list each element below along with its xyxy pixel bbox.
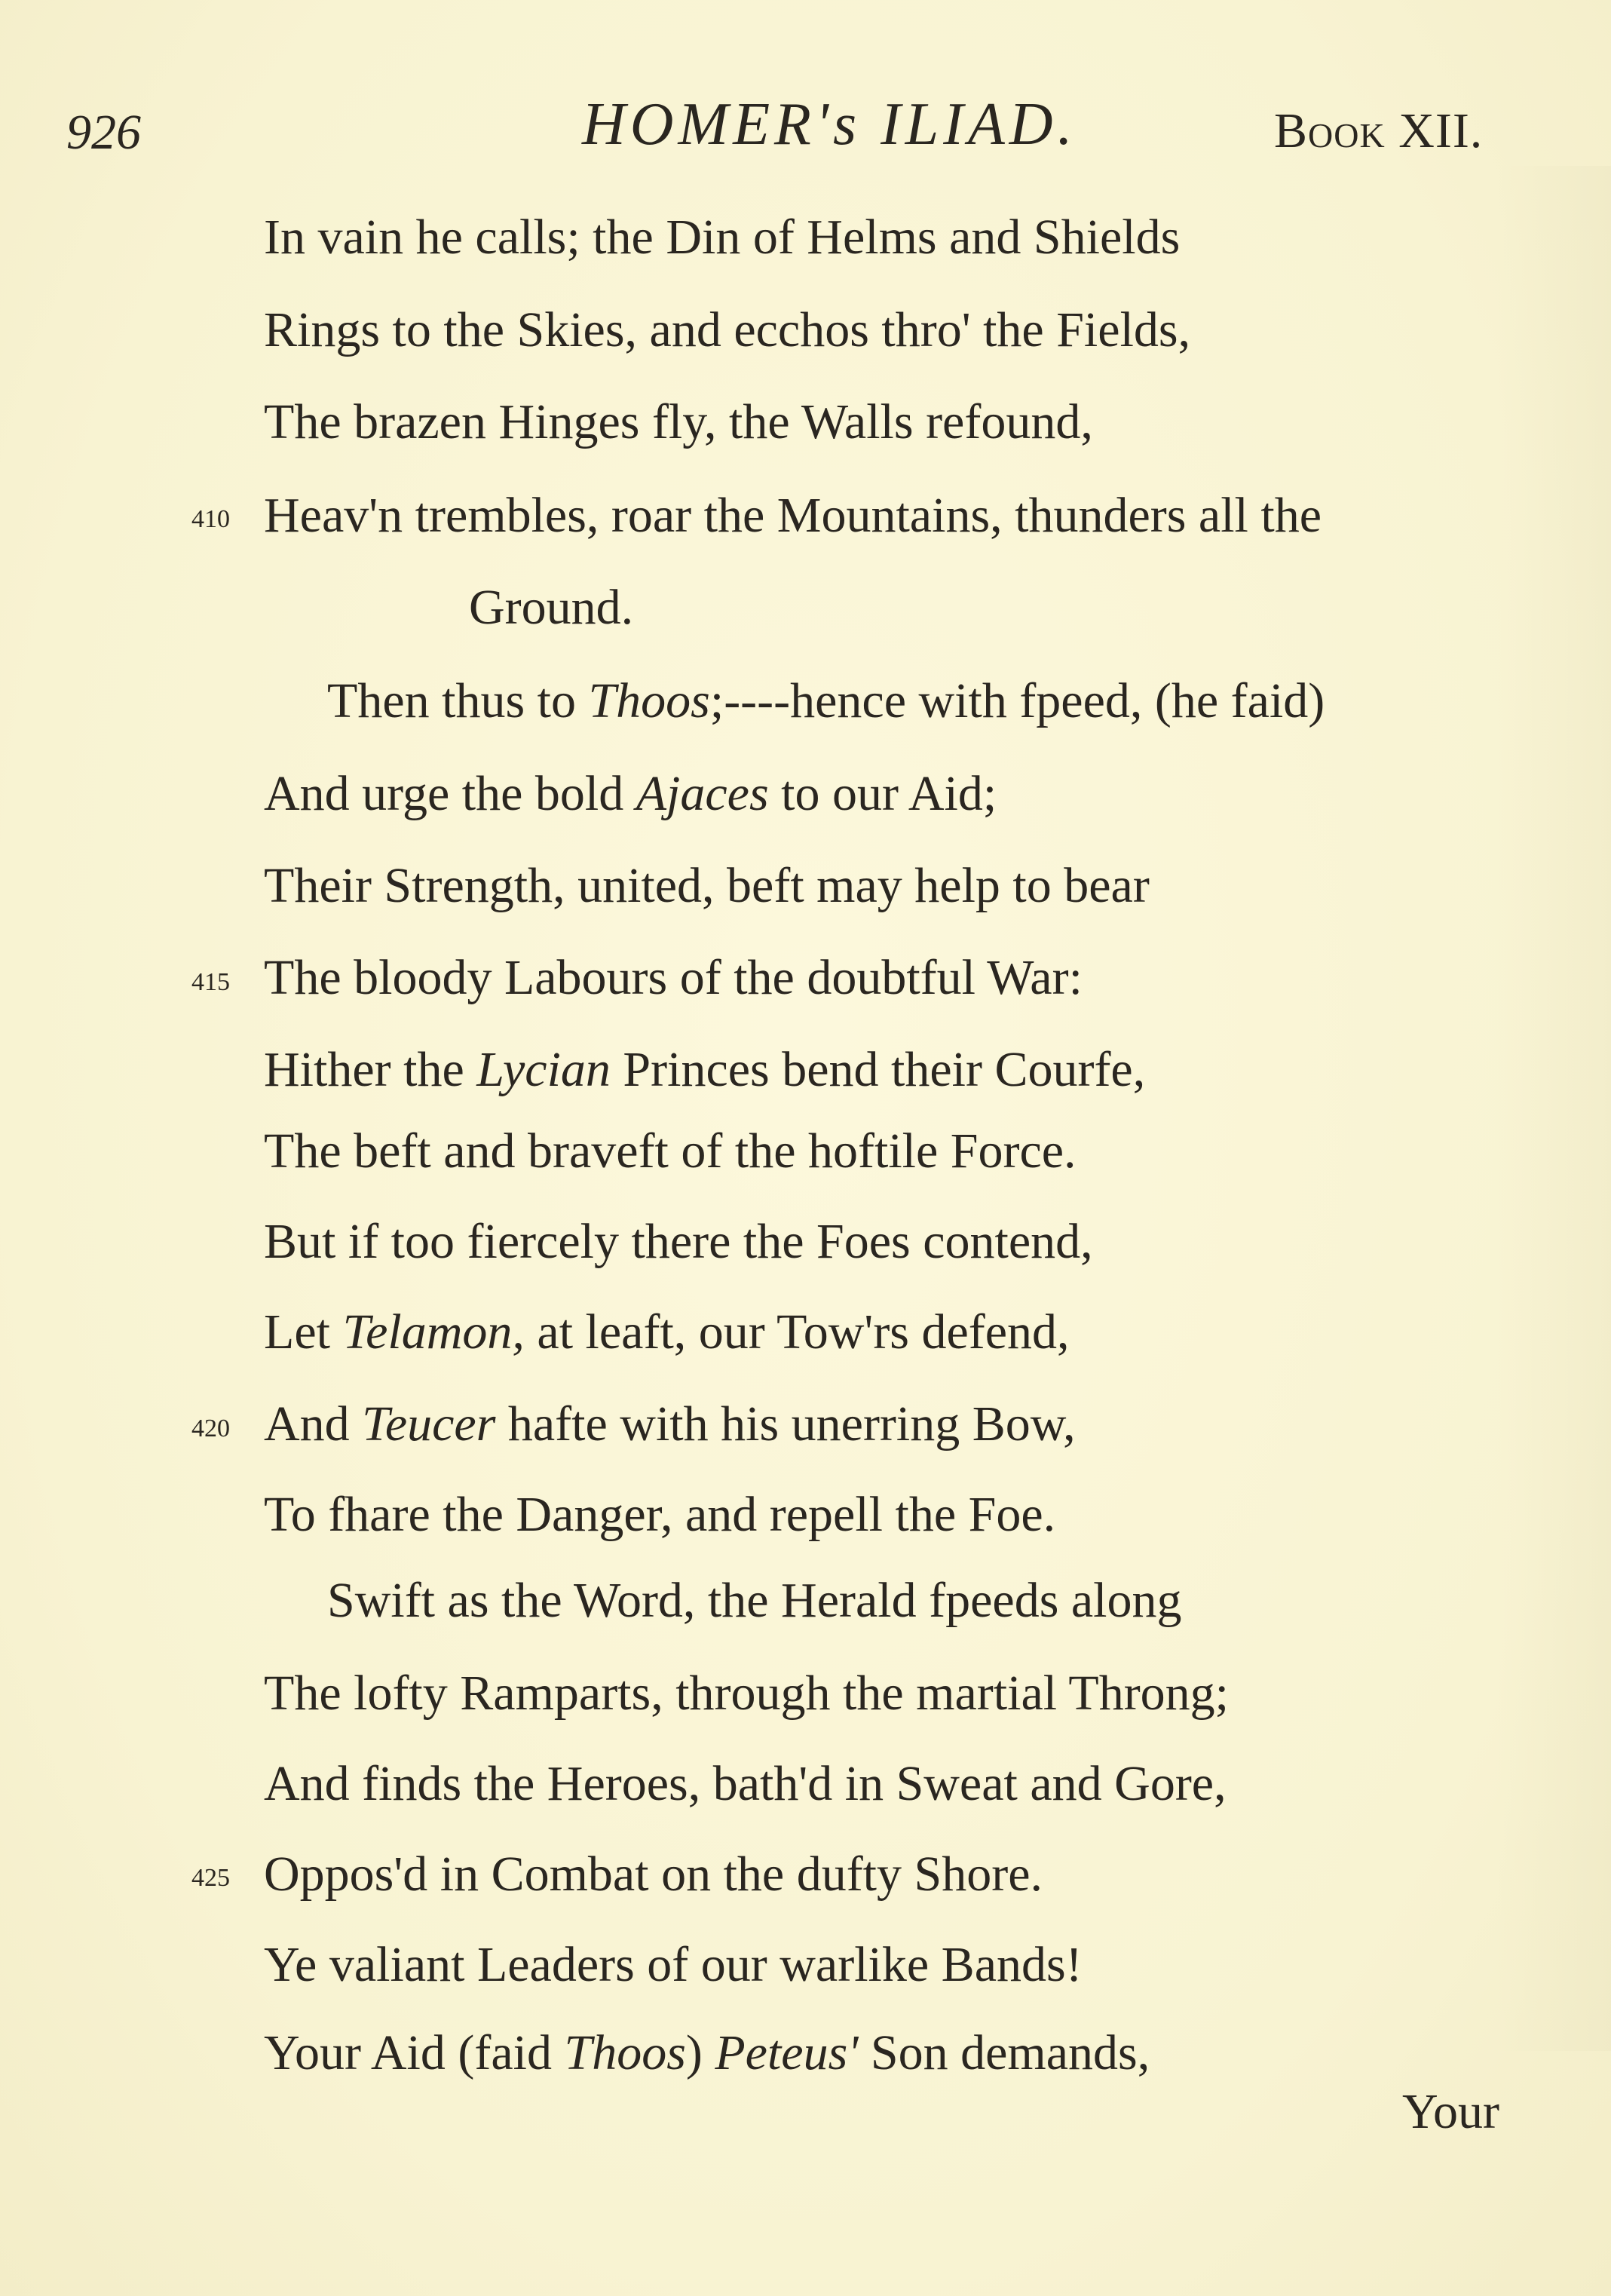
italic-word: Ajaces: [636, 766, 769, 821]
verse-text: And: [264, 1396, 363, 1451]
verse-text: at leaft, our Tow'rs defend,: [524, 1304, 1070, 1360]
verse-line: [264, 766, 997, 821]
italic-word: Peteus': [715, 2025, 859, 2080]
verse-text: Son demands,: [858, 2025, 1150, 2080]
running-title: HOMER's ILIAD.: [582, 91, 1077, 158]
book-label: [1274, 103, 1483, 160]
verse-text: ): [685, 2025, 715, 2080]
italic-word: Thoos: [564, 2025, 686, 2080]
verse-line: [327, 1573, 1182, 1628]
verse-line: [264, 302, 1191, 357]
verse-text: to our Aid;: [768, 766, 997, 821]
verse-text: And finds the Heroes, bath'd in Sweat and Gore,: [264, 1756, 1227, 1811]
italic-word: Thoos: [588, 673, 710, 728]
verse-line: [264, 2025, 1150, 2080]
verse-line: [264, 1042, 1146, 1097]
verse-text: The beft and braveft of the hoftile Force.: [264, 1123, 1077, 1179]
verse-line: [264, 488, 1322, 543]
verse-line: [264, 858, 1150, 913]
line-number: 415: [191, 968, 230, 996]
verse-text: Swift as the Word, the Herald fpeeds along: [327, 1573, 1182, 1628]
catchword: Your: [1402, 2084, 1500, 2139]
verse-text: To fhare the Danger, and repell the Foe.: [264, 1487, 1056, 1542]
verse-line: [264, 1847, 1043, 1902]
italic-word: Telamon,: [342, 1304, 525, 1360]
verse-text: Oppos'd in Combat on the dufty Shore.: [264, 1847, 1043, 1902]
verse-text: Your Aid (faid: [264, 2025, 565, 2080]
verse-text: Ground.: [469, 580, 634, 635]
verse-text: The bloody Labours of the doubtful War:: [264, 950, 1083, 1005]
line-number: 425: [191, 1864, 230, 1892]
verse-text: ;----hence with fpeed, (he faid): [709, 673, 1325, 728]
verse-text: Let: [264, 1304, 343, 1360]
verse-text: Then thus to: [327, 673, 589, 728]
italic-word: Lycian: [476, 1042, 611, 1097]
line-number: 420: [191, 1415, 230, 1442]
verse-line: [264, 950, 1083, 1005]
verse-text: hafte with his unerring Bow,: [495, 1396, 1076, 1451]
verse-line: [469, 580, 634, 635]
verse-line: [264, 1487, 1056, 1542]
verse-text: Their Strength, united, beft may help to bear: [264, 858, 1150, 913]
show-through-shadow: [1498, 166, 1611, 2051]
verse-text: And urge the bold: [264, 766, 636, 821]
verse-line: [264, 1214, 1093, 1269]
verse-text: Princes bend their Courfe,: [610, 1042, 1146, 1097]
verse-line: [264, 210, 1181, 265]
verse-line: [264, 1304, 1070, 1360]
verse-line: [327, 673, 1325, 728]
verse-text: In vain he calls; the Din of Helms and Shields: [264, 210, 1181, 265]
verse-text: Rings to the Skies, and ecchos thro' the Fields,: [264, 302, 1191, 357]
verse-line: [264, 1937, 1083, 1992]
verse-text: Heav'n trembles, roar the Mountains, thunders all the: [264, 488, 1322, 543]
verse-text: But if too fiercely there the Foes contend,: [264, 1214, 1093, 1269]
italic-word: Teucer: [362, 1396, 496, 1451]
page-header: [0, 84, 1611, 160]
page-number: 926: [66, 105, 141, 160]
verse-text: The brazen Hinges fly, the Walls refound,: [264, 394, 1093, 449]
book-numeral: XII.: [1398, 103, 1484, 158]
verse-line: [264, 1396, 1076, 1451]
verse-line: [264, 1123, 1077, 1179]
book-word: Book: [1274, 103, 1386, 158]
verse-line: [264, 1756, 1227, 1811]
verse-text: Hither the: [264, 1042, 477, 1097]
verse-line: [264, 394, 1093, 449]
verse-text: Ye valiant Leaders of our warlike Bands!: [264, 1937, 1083, 1992]
verse-line: [264, 1666, 1230, 1721]
verse-text: The lofty Ramparts, through the martial Throng;: [264, 1666, 1230, 1721]
line-number: 410: [191, 505, 230, 533]
